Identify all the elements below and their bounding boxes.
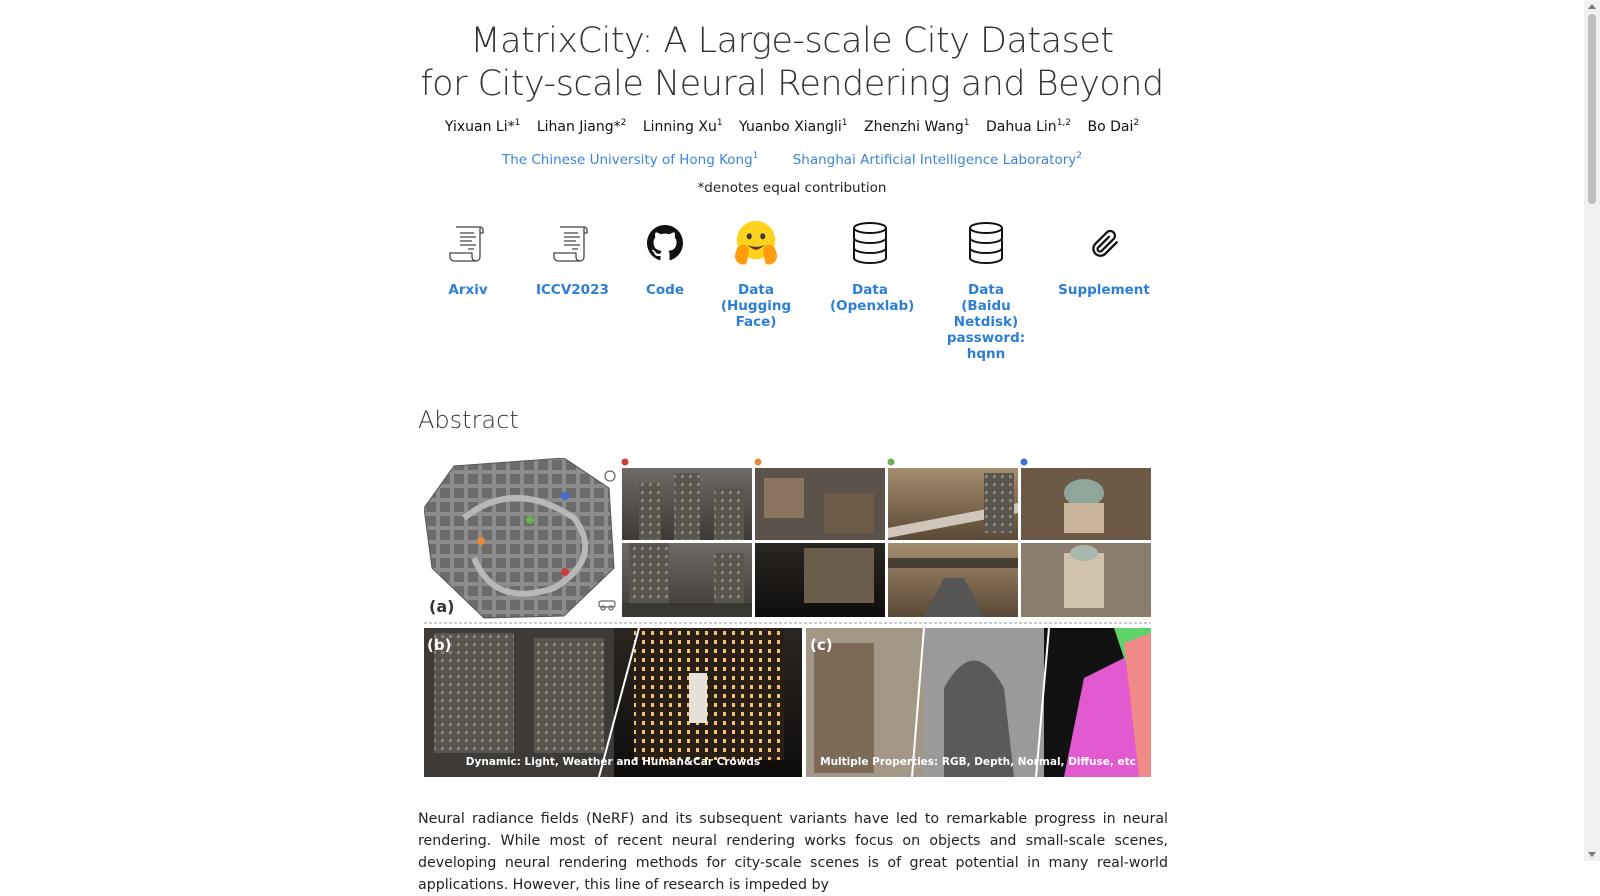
- author: [739, 119, 848, 135]
- supplement-link[interactable]: [1058, 218, 1150, 298]
- author-affil-sup: 1: [963, 118, 970, 128]
- author-name: Linning Xu: [642, 119, 717, 135]
- link-label: Arxiv: [448, 282, 488, 298]
- abstract-heading: Abstract: [418, 406, 519, 434]
- scrollbar-thumb[interactable]: [1588, 14, 1596, 204]
- author-affil-sup: 1: [716, 118, 723, 128]
- author-name: Yixuan Li*: [444, 119, 515, 135]
- page-title: [0, 20, 1584, 106]
- title-line-1: MatrixCity: A Large-scale City Dataset: [470, 21, 1114, 61]
- author-name: Lihan Jiang*: [536, 119, 621, 135]
- author-list: [0, 118, 1584, 135]
- teaser-figure-image: [424, 458, 1168, 788]
- title-line-2: for City-scale Neural Rendering and Beyond: [420, 64, 1164, 104]
- affiliation-link-shlab[interactable]: [793, 152, 1082, 168]
- database-icon: [961, 218, 1011, 268]
- database-icon: [845, 218, 895, 268]
- hugging-face-icon: [731, 218, 781, 268]
- scroll-document-icon: [443, 218, 493, 268]
- link-label: Data (Openxlab): [830, 282, 915, 314]
- arxiv-link[interactable]: [438, 218, 498, 298]
- figure-caption-c: Multiple Properties: RGB, Depth, Normal, Diffuse, etc: [820, 756, 1136, 768]
- link-label: Data (Baidu Netdisk) password: hqnn: [946, 282, 1026, 362]
- author-name: Yuanbo Xiangli: [739, 119, 842, 135]
- author: [537, 119, 627, 135]
- github-icon: [640, 218, 690, 268]
- author-affil-sup: 1,2: [1056, 118, 1072, 128]
- link-label: Code: [645, 282, 684, 298]
- link-label: Supplement: [1058, 282, 1150, 298]
- data-openxlab-link[interactable]: [830, 218, 915, 314]
- author: [1087, 119, 1139, 135]
- author: [643, 119, 723, 135]
- affiliation-name: The Chinese University of Hong Kong: [501, 152, 753, 168]
- affiliation-name: Shanghai Artificial Intelligence Laboratory: [792, 152, 1077, 168]
- scroll-document-icon: [547, 218, 597, 268]
- data-huggingface-link[interactable]: [718, 218, 794, 330]
- author-affil-sup: 2: [1133, 118, 1140, 128]
- affiliation-link-cuhk[interactable]: [502, 152, 758, 168]
- abstract-paragraph: Neural radiance fields (NeRF) and its subsequent variants have led to remarkable progress in neural rendering. While most of recent neural rendering works focus on objects and small-scale scenes, developing neural rendering methods for city-scale scenes is of great potential in many real-world applications. However, this line of research is impeded by: [418, 811, 1168, 893]
- affiliation-sup: 1: [752, 151, 759, 161]
- author: [986, 119, 1071, 135]
- author-name: Bo Dai: [1087, 119, 1134, 135]
- equal-contribution-note: *denotes equal contribution: [697, 180, 887, 196]
- author-affil-sup: 1: [514, 118, 521, 128]
- link-label: ICCV2023: [536, 282, 609, 298]
- iccv2023-link[interactable]: [536, 218, 608, 298]
- data-baidu-netdisk-link[interactable]: [946, 218, 1026, 362]
- author-name: Zhenzhi Wang: [863, 119, 964, 135]
- figure-label-b: (b): [427, 636, 452, 654]
- link-label: Data (Hugging Face): [720, 282, 792, 330]
- paperclip-icon: [1079, 218, 1129, 268]
- code-link[interactable]: [640, 218, 690, 298]
- affiliation-list: [0, 151, 1584, 168]
- affiliation-sup: 2: [1076, 151, 1083, 161]
- figure-label-a: (a): [429, 597, 455, 616]
- author: [864, 119, 970, 135]
- teaser-figure: [424, 458, 1168, 788]
- author: [445, 119, 520, 135]
- scroll-down-arrow-icon[interactable]: [1588, 852, 1596, 857]
- figure-caption-b: Dynamic: Light, Weather and Human&Car Crowds: [465, 756, 761, 768]
- author-affil-sup: 2: [620, 118, 627, 128]
- resource-links: [0, 218, 1584, 368]
- vertical-scrollbar[interactable]: [1584, 0, 1600, 861]
- figure-label-c: (c): [810, 636, 833, 654]
- author-name: Dahua Lin: [985, 119, 1057, 135]
- scroll-up-arrow-icon[interactable]: [1588, 4, 1596, 9]
- author-affil-sup: 1: [841, 118, 848, 128]
